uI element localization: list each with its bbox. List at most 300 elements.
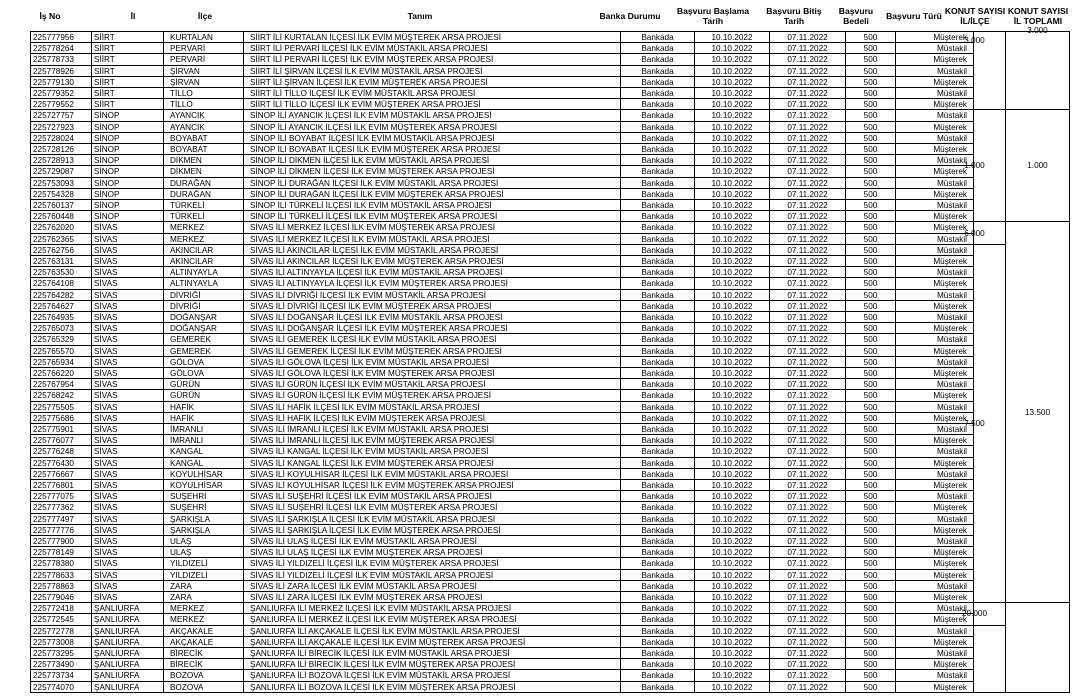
table-row [30,637,967,648]
banka-durumu-cell: Bankada [621,144,695,155]
table-row [30,390,967,401]
basvuru-bedeli-cell: 500 [846,88,896,99]
basvuru-bedeli-cell: 500 [846,558,896,569]
baslama-tarihi-cell: 10.10.2022 [695,323,770,334]
basvuru-turu-cell: Müstakil [896,267,974,278]
banka-durumu-cell: Bankada [621,267,695,278]
basvuru-bedeli-cell: 500 [846,43,896,54]
ilce-cell: KANGAL [164,446,244,457]
ilce-cell: DURAĞAN [164,189,244,200]
tanim-cell: SİVAS İLİ DİVRİĞİ İLÇESİ İLK EVİM MÜŞTEREK ARSA PROJESİ [244,301,621,312]
is-no-cell: 225778149 [30,547,92,558]
table-row [30,446,967,457]
table-row [30,200,967,211]
il-cell: SİVAS [92,547,164,558]
baslama-tarihi-cell: 10.10.2022 [695,368,770,379]
basvuru-turu-cell: Müşterek [896,144,974,155]
table-row [30,99,967,110]
baslama-tarihi-cell: 10.10.2022 [695,390,770,401]
table-row [30,234,967,245]
ilce-cell: GEMEREK [164,346,244,357]
tanim-cell: SİVAS İLİ DOĞANŞAR İLÇESİ İLK EVİM MÜŞTEREK ARSA PROJESİ [244,323,621,334]
ilce-cell: KANGAL [164,458,244,469]
basvuru-turu-cell: Müstakil [896,491,974,502]
bitis-tarihi-cell: 07.11.2022 [770,446,846,457]
bitis-tarihi-cell: 07.11.2022 [770,301,846,312]
table-row [30,603,967,614]
banka-durumu-cell: Bankada [621,390,695,401]
table-row [30,570,967,581]
basvuru-turu-cell: Müşterek [896,32,974,43]
bitis-tarihi-cell: 07.11.2022 [770,502,846,513]
basvuru-turu-cell: Müstakil [896,581,974,592]
table-row [30,536,967,547]
is-no-cell: 225768242 [30,390,92,401]
banka-durumu-cell: Bankada [621,211,695,222]
table-row [30,379,967,390]
bitis-tarihi-cell: 07.11.2022 [770,189,846,200]
ilce-cell: ALTINYAYLA [164,278,244,289]
basvuru-turu-cell: Müstakil [896,66,974,77]
ilce-cell: AKÇAKALE [164,637,244,648]
basvuru-turu-cell: Müşterek [896,368,974,379]
banka-durumu-cell: Bankada [621,424,695,435]
is-no-cell: 225773008 [30,637,92,648]
table-row [30,77,967,88]
basvuru-turu-cell: Müşterek [896,278,974,289]
table-row [30,659,967,670]
tanim-cell: ŞANLIURFA İLİ BOZOVA İLÇESİ İLK EVİM MÜSTAKİL ARSA PROJESİ [244,670,621,681]
tanim-cell: SİVAS İLİ GEMEREK İLÇESİ İLK EVİM MÜŞTEREK ARSA PROJESİ [244,346,621,357]
table-row [30,357,967,368]
is-no-cell: 225760137 [30,200,92,211]
ilce-cell: PERVARİ [164,43,244,54]
tanim-cell: SİVAS İLİ GÜRÜN İLÇESİ İLK EVİM MÜŞTEREK ARSA PROJESİ [244,390,621,401]
basvuru-bedeli-cell: 500 [846,670,896,681]
basvuru-turu-cell: Müşterek [896,323,974,334]
banka-durumu-cell: Bankada [621,547,695,558]
baslama-tarihi-cell: 10.10.2022 [695,256,770,267]
banka-durumu-cell: Bankada [621,278,695,289]
baslama-tarihi-cell: 10.10.2022 [695,626,770,637]
bitis-tarihi-cell: 07.11.2022 [770,144,846,155]
basvuru-turu-cell: Müstakil [896,603,974,614]
is-no-cell: 225754328 [30,189,92,200]
ilce-cell: TÜRKELİ [164,211,244,222]
table-row [30,88,967,99]
table-row [30,334,967,345]
baslama-tarihi-cell: 10.10.2022 [695,32,770,43]
ilce-cell: BOYABAT [164,133,244,144]
tanim-cell: SİVAS İLİ YILDIZELİ İLÇESİ İLK EVİM MÜŞTEREK ARSA PROJESİ [244,558,621,569]
banka-durumu-cell: Bankada [621,536,695,547]
basvuru-bedeli-cell: 500 [846,77,896,88]
bitis-tarihi-cell: 07.11.2022 [770,581,846,592]
baslama-tarihi-cell: 10.10.2022 [695,413,770,424]
is-no-cell: 225777900 [30,536,92,547]
basvuru-bedeli-cell: 500 [846,390,896,401]
konut-sayisi-il-toplami-cell [1006,26,1070,110]
bitis-tarihi-cell: 07.11.2022 [770,66,846,77]
il-cell: SİVAS [92,368,164,379]
basvuru-turu-cell: Müşterek [896,458,974,469]
basvuru-turu-cell: Müstakil [896,88,974,99]
ilce-cell: İMRANLI [164,424,244,435]
tanim-cell: SİVAS İLİ ALTINYAYLA İLÇESİ İLK EVİM MÜŞTEREK ARSA PROJESİ [244,278,621,289]
banka-durumu-cell: Bankada [621,43,695,54]
is-no-cell: 225777362 [30,502,92,513]
basvuru-bedeli-cell: 500 [846,122,896,133]
bitis-tarihi-cell: 07.11.2022 [770,32,846,43]
bitis-tarihi-cell: 07.11.2022 [770,77,846,88]
il-cell: ŞANLIURFA [92,659,164,670]
ilce-cell: MERKEZ [164,234,244,245]
il-cell: SİVAS [92,278,164,289]
il-cell: SİVAS [92,502,164,513]
tanim-cell: SİVAS İLİ ALTINYAYLA İLÇESİ İLK EVİM MÜSTAKİL ARSA PROJESİ [244,267,621,278]
ilce-cell: MERKEZ [164,603,244,614]
baslama-tarihi-cell: 10.10.2022 [695,99,770,110]
tanim-cell: SİNOP İLİ BOYABAT İLÇESİ İLK EVİM MÜŞTEREK ARSA PROJESİ [244,144,621,155]
il-cell: SİİRT [92,88,164,99]
is-no-cell: 225765570 [30,346,92,357]
ilce-cell: DOĞANŞAR [164,323,244,334]
basvuru-bedeli-cell: 500 [846,536,896,547]
basvuru-bedeli-cell: 500 [846,480,896,491]
basvuru-bedeli-cell: 500 [846,570,896,581]
basvuru-bedeli-cell: 500 [846,178,896,189]
bitis-tarihi-cell: 07.11.2022 [770,637,846,648]
basvuru-bedeli-cell: 500 [846,682,896,693]
baslama-tarihi-cell: 10.10.2022 [695,43,770,54]
table-row [30,626,967,637]
baslama-tarihi-cell: 10.10.2022 [695,144,770,155]
banka-durumu-cell: Bankada [621,290,695,301]
basvuru-bedeli-cell: 500 [846,379,896,390]
baslama-tarihi-cell: 10.10.2022 [695,435,770,446]
il-cell: SİVAS [92,234,164,245]
tanim-cell: SİİRT İLİ ŞİRVAN İLÇESİ İLK EVİM MÜŞTEREK ARSA PROJESİ [244,77,621,88]
banka-durumu-cell: Bankada [621,570,695,581]
banka-durumu-cell: Bankada [621,245,695,256]
konut-sayisi-il-toplami-cell-value: 3.000 [1027,26,1048,35]
il-cell: SİVAS [92,267,164,278]
is-no-cell: 225764627 [30,301,92,312]
is-no-cell: 225777776 [30,525,92,536]
ilce-cell: KOYULHİSAR [164,480,244,491]
il-cell: SİVAS [92,413,164,424]
baslama-tarihi-cell: 10.10.2022 [695,222,770,233]
basvuru-turu-cell: Müşterek [896,558,974,569]
banka-durumu-cell: Bankada [621,525,695,536]
table-row [30,122,967,133]
basvuru-bedeli-cell: 500 [846,66,896,77]
il-cell: SİVAS [92,390,164,401]
tanim-cell: SİİRT İLİ PERVARİ İLÇESİ İLK EVİM MÜŞTEREK ARSA PROJESİ [244,54,621,65]
ilce-cell: DİVRİĞİ [164,301,244,312]
baslama-tarihi-cell: 10.10.2022 [695,592,770,603]
is-no-cell: 225728126 [30,144,92,155]
basvuru-turu-cell: Müşterek [896,525,974,536]
baslama-tarihi-cell: 10.10.2022 [695,659,770,670]
header-basvuru-baslama: Başvuru Başlama Tarih [676,5,750,26]
basvuru-turu-cell: Müşterek [896,480,974,491]
tanim-cell: SİVAS İLİ KANGAL İLÇESİ İLK EVİM MÜŞTEREK ARSA PROJESİ [244,458,621,469]
bitis-tarihi-cell: 07.11.2022 [770,670,846,681]
tanim-cell: ŞANLIURFA İLİ AKÇAKALE İLÇESİ İLK EVİM MÜSTAKİL ARSA PROJESİ [244,626,621,637]
ilce-cell: BOYABAT [164,144,244,155]
bitis-tarihi-cell: 07.11.2022 [770,458,846,469]
bitis-tarihi-cell: 07.11.2022 [770,222,846,233]
table-row [30,312,967,323]
baslama-tarihi-cell: 10.10.2022 [695,603,770,614]
ilce-cell: MERKEZ [164,222,244,233]
baslama-tarihi-cell: 10.10.2022 [695,77,770,88]
il-cell: SİVAS [92,514,164,525]
tanim-cell: SİVAS İLİ MERKEZ İLÇESİ İLK EVİM MÜSTAKİL ARSA PROJESİ [244,234,621,245]
ilce-cell: KURTALAN [164,32,244,43]
tanim-cell: SİİRT İLİ TİLLO İLÇESİ İLK EVİM MÜŞTEREK ARSA PROJESİ [244,99,621,110]
basvuru-turu-cell: Müşterek [896,211,974,222]
table-row [30,43,967,54]
bitis-tarihi-cell: 07.11.2022 [770,469,846,480]
basvuru-turu-cell: Müşterek [896,99,974,110]
table-row [30,469,967,480]
tanim-cell: SİNOP İLİ DURAĞAN İLÇESİ İLK EVİM MÜŞTEREK ARSA PROJESİ [244,189,621,200]
basvuru-bedeli-cell: 500 [846,222,896,233]
is-no-cell: 225779130 [30,77,92,88]
tanim-cell: SİNOP İLİ AYANCIK İLÇESİ İLK EVİM MÜŞTEREK ARSA PROJESİ [244,122,621,133]
baslama-tarihi-cell: 10.10.2022 [695,88,770,99]
table-row [30,581,967,592]
table-row [30,323,967,334]
baslama-tarihi-cell: 10.10.2022 [695,547,770,558]
tanim-cell: SİVAS İLİ KOYULHİSAR İLÇESİ İLK EVİM MÜŞTEREK ARSA PROJESİ [244,480,621,491]
banka-durumu-cell: Bankada [621,133,695,144]
baslama-tarihi-cell: 10.10.2022 [695,424,770,435]
tanim-cell: SİVAS İLİ ZARA İLÇESİ İLK EVİM MÜŞTEREK ARSA PROJESİ [244,592,621,603]
basvuru-bedeli-cell: 500 [846,435,896,446]
banka-durumu-cell: Bankada [621,99,695,110]
konut-sayisi-il-toplami-cell-value: 1.000 [1027,161,1048,171]
is-no-cell: 225778863 [30,581,92,592]
table-row [30,648,967,659]
il-cell: SİVAS [92,458,164,469]
bitis-tarihi-cell: 07.11.2022 [770,435,846,446]
ilce-cell: ULAŞ [164,536,244,547]
is-no-cell: 225777075 [30,491,92,502]
is-no-cell: 225773734 [30,670,92,681]
table-row [30,155,967,166]
ilce-cell: GÜRÜN [164,379,244,390]
is-no-cell: 225774070 [30,682,92,693]
il-cell: SİVAS [92,245,164,256]
il-cell: SİVAS [92,424,164,435]
basvuru-turu-cell: Müşterek [896,222,974,233]
banka-durumu-cell: Bankada [621,110,695,121]
basvuru-turu-cell: Müşterek [896,570,974,581]
basvuru-turu-cell: Müşterek [896,637,974,648]
baslama-tarihi-cell: 10.10.2022 [695,200,770,211]
bitis-tarihi-cell: 07.11.2022 [770,43,846,54]
tanim-cell: SİVAS İLİ ULAŞ İLÇESİ İLK EVİM MÜSTAKİL ARSA PROJESİ [244,536,621,547]
tanim-cell: SİVAS İLİ GÜRÜN İLÇESİ İLK EVİM MÜSTAKİL ARSA PROJESİ [244,379,621,390]
header-basvuru-bitis: Başvuru Bitiş Tarih [766,5,822,26]
basvuru-turu-cell: Müstakil [896,110,974,121]
il-cell: SİİRT [92,43,164,54]
banka-durumu-cell: Bankada [621,155,695,166]
table-row [30,402,967,413]
basvuru-turu-cell: Müşterek [896,256,974,267]
is-no-cell: 225778926 [30,66,92,77]
table-row [30,413,967,424]
basvuru-turu-cell: Müstakil [896,402,974,413]
is-no-cell: 225763530 [30,267,92,278]
basvuru-turu-cell: Müstakil [896,178,974,189]
is-no-cell: 225772778 [30,626,92,637]
konut-sayisi-ilce-cell-value: 6.000 [964,228,985,238]
ilce-cell: SUŞEHRİ [164,502,244,513]
banka-durumu-cell: Bankada [621,178,695,189]
is-no-cell: 225776430 [30,458,92,469]
basvuru-turu-cell: Müşterek [896,77,974,88]
ilce-cell: BİRECİK [164,648,244,659]
tanim-cell: SİVAS İLİ ULAŞ İLÇESİ İLK EVİM MÜŞTEREK ARSA PROJESİ [244,547,621,558]
basvuru-turu-cell: Müşterek [896,659,974,670]
basvuru-turu-cell: Müstakil [896,424,974,435]
banka-durumu-cell: Bankada [621,458,695,469]
il-cell: SİVAS [92,312,164,323]
banka-durumu-cell: Bankada [621,502,695,513]
banka-durumu-cell: Bankada [621,480,695,491]
tanim-cell: SİVAS İLİ ŞARKIŞLA İLÇESİ İLK EVİM MÜSTAKİL ARSA PROJESİ [244,514,621,525]
basvuru-turu-cell: Müşterek [896,614,974,625]
il-cell: SİNOP [92,133,164,144]
banka-durumu-cell: Bankada [621,346,695,357]
tanim-cell: SİNOP İLİ DİKMEN İLÇESİ İLK EVİM MÜSTAKİL ARSA PROJESİ [244,155,621,166]
table-row [30,592,967,603]
basvuru-bedeli-cell: 500 [846,334,896,345]
tanim-cell: SİNOP İLİ AYANCIK İLÇESİ İLK EVİM MÜSTAKİL ARSA PROJESİ [244,110,621,121]
tanim-cell: ŞANLIURFA İLİ AKÇAKALE İLÇESİ İLK EVİM MÜŞTEREK ARSA PROJESİ [244,637,621,648]
banka-durumu-cell: Bankada [621,166,695,177]
banka-durumu-cell: Bankada [621,323,695,334]
il-cell: SİVAS [92,222,164,233]
il-cell: SİVAS [92,592,164,603]
il-cell: ŞANLIURFA [92,603,164,614]
bitis-tarihi-cell: 07.11.2022 [770,290,846,301]
table-row [30,670,967,681]
table-row [30,110,967,121]
basvuru-bedeli-cell: 500 [846,301,896,312]
il-cell: SİVAS [92,379,164,390]
baslama-tarihi-cell: 10.10.2022 [695,446,770,457]
tanim-cell: SİVAS İLİ YILDIZELİ İLÇESİ İLK EVİM MÜSTAKİL ARSA PROJESİ [244,570,621,581]
is-no-cell: 225765073 [30,323,92,334]
basvuru-turu-cell: Müstakil [896,536,974,547]
bitis-tarihi-cell: 07.11.2022 [770,390,846,401]
table-row [30,245,967,256]
basvuru-turu-cell: Müstakil [896,626,974,637]
il-cell: SİVAS [92,334,164,345]
ilce-cell: HAFİK [164,402,244,413]
ilce-cell: KOYULHİSAR [164,469,244,480]
tanim-cell: SİVAS İLİ GÖLOVA İLÇESİ İLK EVİM MÜŞTEREK ARSA PROJESİ [244,368,621,379]
table-row [30,222,967,233]
bitis-tarihi-cell: 07.11.2022 [770,424,846,435]
tanim-cell: SİVAS İLİ KANGAL İLÇESİ İLK EVİM MÜSTAKİL ARSA PROJESİ [244,446,621,457]
baslama-tarihi-cell: 10.10.2022 [695,491,770,502]
il-cell: SİNOP [92,189,164,200]
banka-durumu-cell: Bankada [621,670,695,681]
baslama-tarihi-cell: 10.10.2022 [695,458,770,469]
basvuru-bedeli-cell: 500 [846,323,896,334]
is-no-cell: 225729087 [30,166,92,177]
ilce-cell: ZARA [164,581,244,592]
banka-durumu-cell: Bankada [621,234,695,245]
bitis-tarihi-cell: 07.11.2022 [770,166,846,177]
tanim-cell: SİİRT İLİ PERVARİ İLÇESİ İLK EVİM MÜSTAKİL ARSA PROJESİ [244,43,621,54]
table-row [30,267,967,278]
basvuru-bedeli-cell: 500 [846,245,896,256]
ilce-cell: DİKMEN [164,166,244,177]
basvuru-bedeli-cell: 500 [846,267,896,278]
is-no-cell: 225777497 [30,514,92,525]
bitis-tarihi-cell: 07.11.2022 [770,99,846,110]
basvuru-bedeli-cell: 500 [846,278,896,289]
baslama-tarihi-cell: 10.10.2022 [695,346,770,357]
il-cell: SİİRT [92,32,164,43]
bitis-tarihi-cell: 07.11.2022 [770,682,846,693]
il-cell: ŞANLIURFA [92,648,164,659]
table-row [30,256,967,267]
il-cell: SİVAS [92,525,164,536]
is-no-cell: 225766220 [30,368,92,379]
banka-durumu-cell: Bankada [621,189,695,200]
tanim-cell: ŞANLIURFA İLİ MERKEZ İLÇESİ İLK EVİM MÜŞTEREK ARSA PROJESİ [244,614,621,625]
bitis-tarihi-cell: 07.11.2022 [770,525,846,536]
table-row [30,480,967,491]
konut-sayisi-ilce-cell [944,110,1006,222]
baslama-tarihi-cell: 10.10.2022 [695,637,770,648]
basvuru-turu-cell: Müstakil [896,133,974,144]
ilce-cell: YILDIZELİ [164,570,244,581]
il-cell: SİVAS [92,446,164,457]
bitis-tarihi-cell: 07.11.2022 [770,267,846,278]
basvuru-turu-cell: Müşterek [896,592,974,603]
is-no-cell: 225728913 [30,155,92,166]
is-no-cell: 225773490 [30,659,92,670]
il-cell: SİNOP [92,110,164,121]
banka-durumu-cell: Bankada [621,54,695,65]
basvuru-bedeli-cell: 500 [846,491,896,502]
ilce-cell: TİLLO [164,88,244,99]
banka-durumu-cell: Bankada [621,558,695,569]
bitis-tarihi-cell: 07.11.2022 [770,110,846,121]
table-row [30,558,967,569]
ilce-cell: BİRECİK [164,659,244,670]
konut-sayisi-ilce-cell [944,245,1006,603]
tanim-cell: ŞANLIURFA İLİ MERKEZ İLÇESİ İLK EVİM MÜSTAKİL ARSA PROJESİ [244,603,621,614]
ilce-cell: BOZOVA [164,670,244,681]
banka-durumu-cell: Bankada [621,581,695,592]
baslama-tarihi-cell: 10.10.2022 [695,469,770,480]
basvuru-turu-cell: Müşterek [896,301,974,312]
header-tanim: Tanım [407,10,433,21]
is-no-cell: 225777956 [30,32,92,43]
banka-durumu-cell: Bankada [621,648,695,659]
il-cell: ŞANLIURFA [92,637,164,648]
